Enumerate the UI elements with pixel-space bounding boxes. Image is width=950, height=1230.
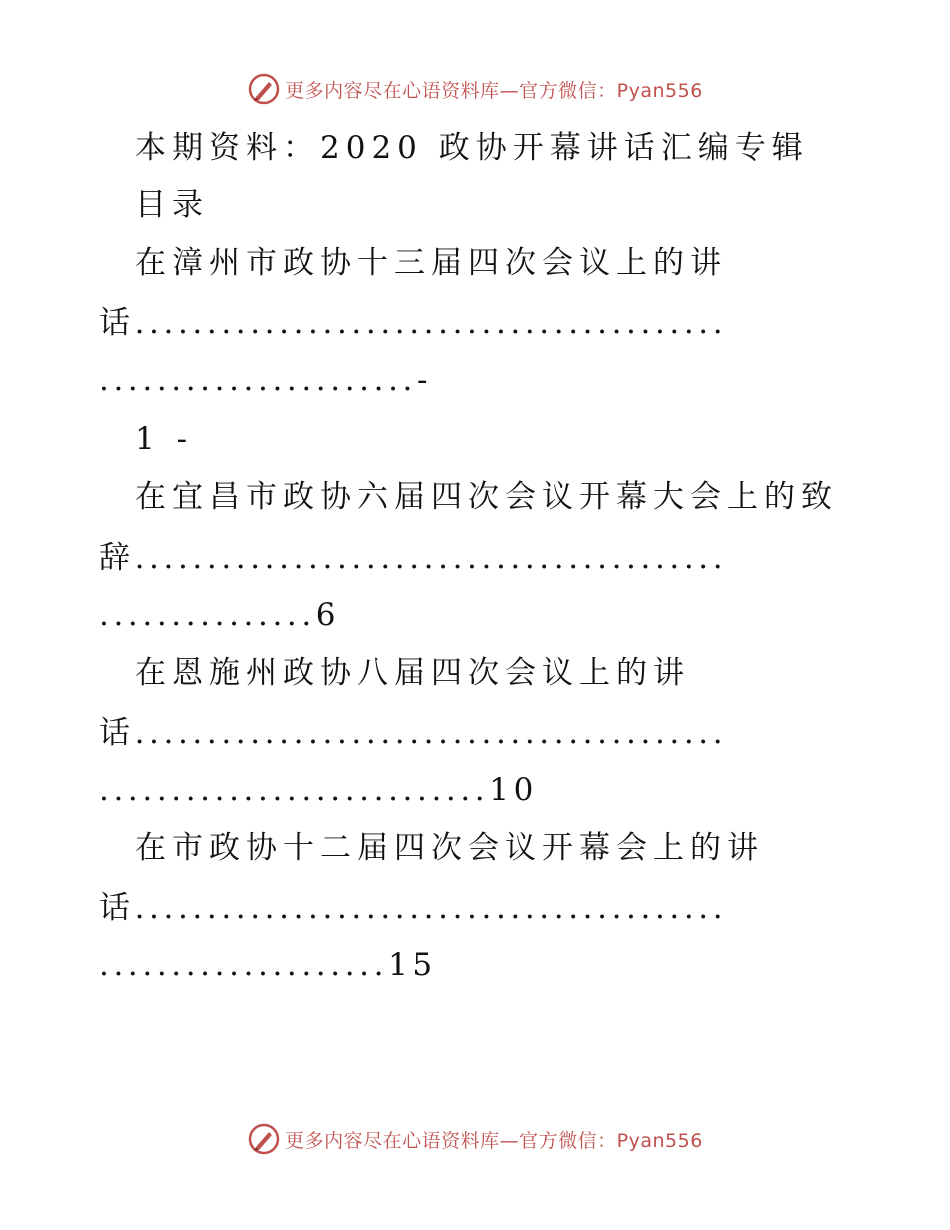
pen-logo-icon	[247, 1122, 281, 1156]
toc-entry-title[interactable]: 在市政协十二届四次会议开幕会上的讲	[135, 830, 764, 866]
footer-banner-text: 更多内容尽在心语资料库—官方微信：Pyan556	[285, 1129, 703, 1152]
toc-entry-leader: 话.........................................	[99, 715, 728, 751]
toc-entry-page: 1 -	[135, 421, 194, 457]
header-banner-text: 更多内容尽在心语资料库—官方微信：Pyan556	[285, 79, 703, 102]
toc-entry-leader-cont: ...............6	[99, 597, 341, 633]
doc-title: 本期资料：2020 政协开幕讲话汇编专辑	[135, 130, 809, 166]
toc-heading: 目录	[135, 187, 209, 223]
toc-entry-leader-cont: ....................15	[99, 947, 437, 983]
toc-entry-title[interactable]: 在恩施州政协八届四次会议上的讲	[135, 655, 690, 691]
toc-entry-title[interactable]: 在漳州市政协十三届四次会议上的讲	[135, 245, 727, 281]
toc-entry-leader: 话.........................................	[99, 305, 728, 341]
toc-entry-leader: 辞.........................................	[99, 540, 728, 576]
toc-entry-title[interactable]: 在宜昌市政协六届四次会议开幕大会上的致	[135, 479, 838, 515]
header-banner	[0, 72, 950, 106]
pen-logo-icon	[247, 72, 281, 106]
toc-entry-leader-cont: ......................-	[99, 362, 433, 398]
footer-banner	[0, 1122, 950, 1156]
toc-entry-leader-cont: ...........................10	[99, 772, 538, 808]
toc-entry-leader: 话.........................................	[99, 890, 728, 926]
